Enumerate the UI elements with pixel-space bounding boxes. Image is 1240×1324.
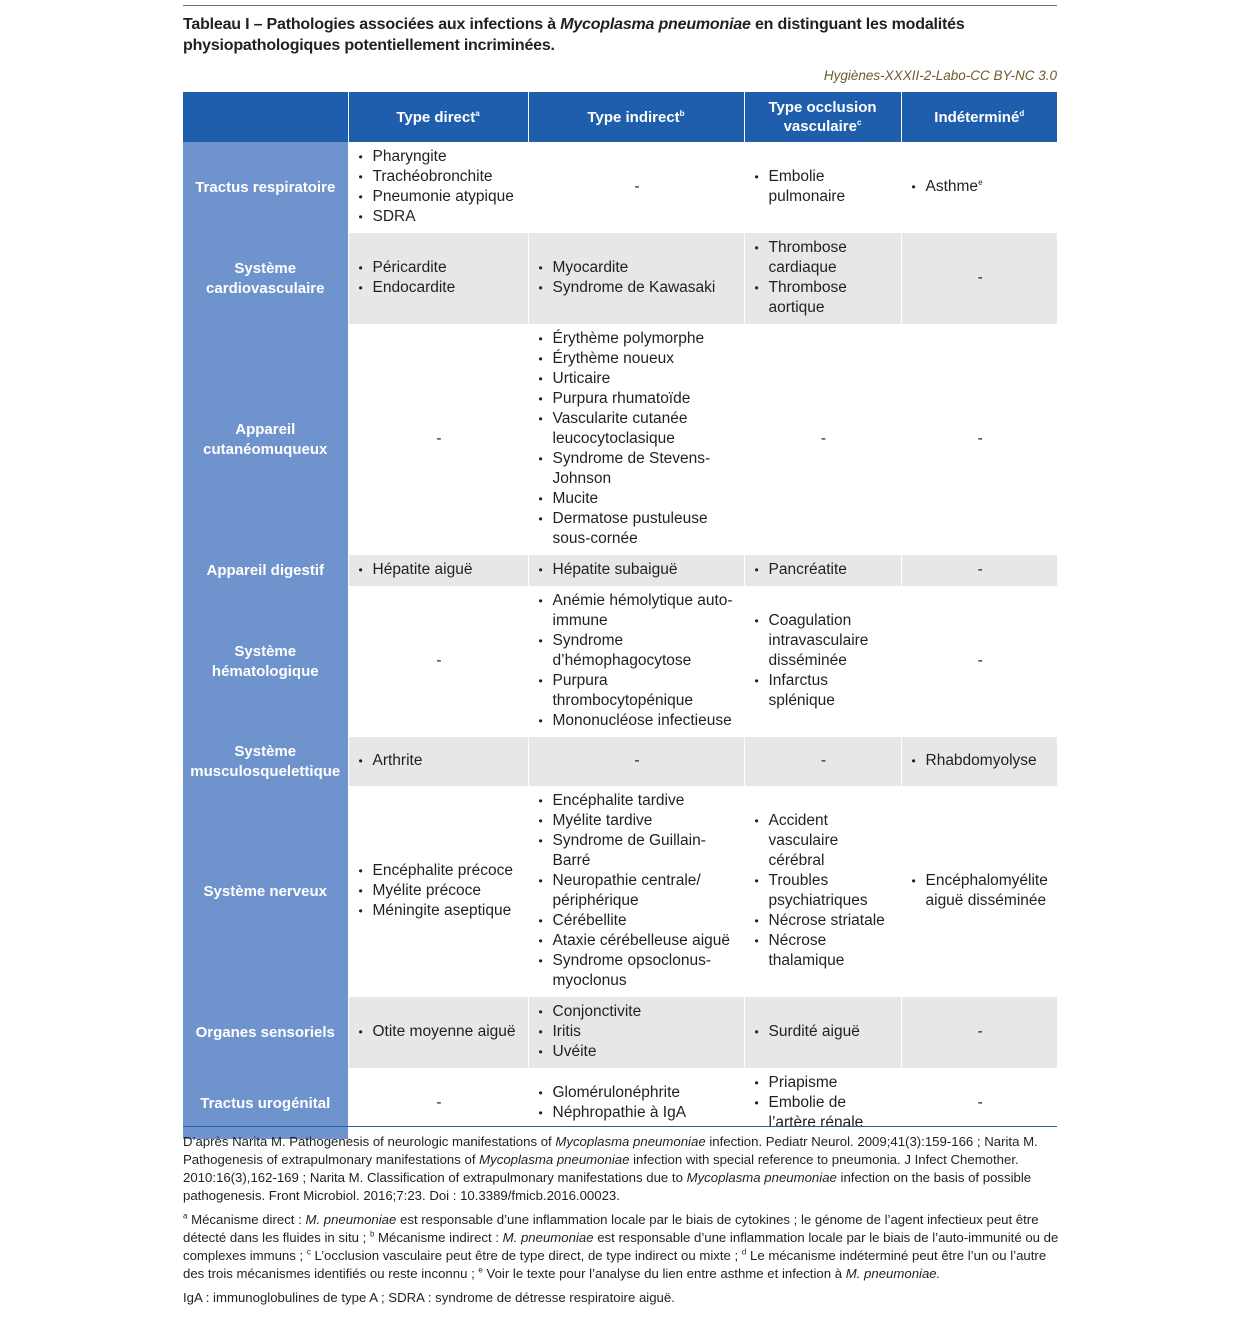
bullet-list (537, 1002, 738, 1062)
bullet-list (357, 258, 522, 298)
table-cell (744, 997, 901, 1068)
list-item: • Pharyngite (357, 147, 522, 167)
row-header: Système musculosquelettique (183, 737, 348, 786)
list-item: • Thrombose aortique (753, 278, 895, 318)
list-item: • Arthrite (357, 751, 522, 771)
list-item: • Coagulation intravasculaire disséminée (753, 611, 895, 671)
title-suffix: en distinguant les modalités physiopathologiques potentiellement incriminées. (183, 16, 965, 54)
table-cell (528, 324, 744, 555)
bullet-list (910, 177, 1052, 197)
list-item: • Glomérulonéphrite (537, 1083, 738, 1103)
list-item: • Troubles psychiatriques (753, 871, 895, 911)
bullet-list (537, 329, 738, 549)
list-item: • Ataxie cérébelleuse aiguë (537, 931, 738, 951)
list-item: • Syndrome de Stevens-Johnson (537, 449, 738, 489)
table-cell: - (901, 555, 1057, 586)
table-cell (901, 142, 1057, 233)
list-item: • Purpura rhumatoïde (537, 389, 738, 409)
bullet-list (357, 147, 522, 227)
list-item: • Pancréatite (753, 560, 895, 580)
table-cell (901, 737, 1057, 786)
bullet-list (753, 238, 895, 318)
table-cell: - (744, 737, 901, 786)
row-header: Organes sensoriels (183, 997, 348, 1068)
bullet-list (537, 791, 738, 991)
table-cell (528, 997, 744, 1068)
table-cell: - (528, 142, 744, 233)
bullet-list (357, 861, 522, 921)
title-prefix: Tableau I – Pathologies associées aux infections à (183, 16, 561, 33)
table-cell (744, 142, 901, 233)
table-body (183, 142, 1057, 1139)
title-organism: Mycoplasma pneumoniae (560, 16, 751, 33)
header-row (183, 92, 1057, 142)
table-cell: - (901, 1068, 1057, 1139)
table-cell (348, 233, 528, 324)
bullet-list (537, 1083, 738, 1123)
table-cell (744, 586, 901, 737)
table-row (183, 324, 1057, 555)
table-cell (528, 555, 744, 586)
table-title (183, 14, 1057, 56)
row-header: Système nerveux (183, 786, 348, 997)
list-item: • Encéphalomyélite aiguë disséminée (910, 871, 1052, 911)
bullet-list (753, 811, 895, 971)
list-item: • Anémie hémolytique auto-immune (537, 591, 738, 631)
list-item: • Néphropathie à IgA (537, 1103, 738, 1123)
list-item: • Péricardite (357, 258, 522, 278)
list-item: • Syndrome d’hémophagocytose (537, 631, 738, 671)
table-row (183, 997, 1057, 1068)
top-rule (183, 5, 1057, 6)
table-cell (744, 1068, 901, 1139)
list-item: • Nécrose striatale (753, 911, 895, 931)
row-header: Tractus urogénital (183, 1068, 348, 1139)
table-cell: - (348, 586, 528, 737)
credit-line: Hygiènes-XXXII-2-Labo-CC BY-NC 3.0 (823, 68, 1057, 83)
list-item: • Embolie de l’artère rénale (753, 1093, 895, 1133)
list-item: • Érythème polymorphe (537, 329, 738, 349)
list-item: • Cérébellite (537, 911, 738, 931)
list-item: • Hépatite aiguë (357, 560, 522, 580)
source-note: D’après Narita M. Pathogenesis of neurologic manifestations of Mycoplasma pneumoniae infection. Pediatr Neurol. 2009;41(3):159-166 ; Narita M. Pathogenesis of extrapulmonary manifestations of Mycoplasma pneumoniae infection with special reference to pneumonia. J Infect Chemother. 2010:16(3),162-169 ; Narita M. Classification of extrapulmonary manifestations due to Mycoplasma pneumoniae infection on the basis of possible pathogenesis. Front Microbiol. 2016;7:23. Doi : 10.3389/fmicb.2016.00023. (183, 1134, 1038, 1203)
list-item: • Embolie pulmonaire (753, 167, 895, 207)
list-item: • Encéphalite précoce (357, 861, 522, 881)
table-cell: - (901, 997, 1057, 1068)
bullet-list (537, 591, 738, 731)
abbreviations: IgA : immunoglobulines de type A ; SDRA : syndrome de détresse respiratoire aiguë. (183, 1290, 675, 1305)
list-item: • Thrombose cardiaque (753, 238, 895, 278)
table-cell (528, 786, 744, 997)
list-item: • Trachéobronchite (357, 167, 522, 187)
table-cell: - (901, 586, 1057, 737)
list-item: • Rhabdomyolyse (910, 751, 1052, 771)
footnote-marker: e (978, 177, 983, 187)
table-row (183, 555, 1057, 586)
bullet-list (357, 751, 522, 771)
header-type-direct: Type direct$^a$ (348, 92, 528, 142)
list-item: • Syndrome de Guillain-Barré (537, 831, 738, 871)
list-item: • Syndrome opsoclonus-myoclonus (537, 951, 738, 991)
footnotes: $^a$ Mécanisme direct : M. pneumoniae est responsable d’une inflammation locale par le biais de cytokines ; le génome de l’agent infectieux peut être détecté dans les fluides in situ ; $^b$ Mécanisme indirect : M. pneumoniae est responsable d’une inflammation locale par le biais de l’auto-immunité ou de complexes immuns ; $^c$ L’occlusion vasculaire peut être de type direct, de type indirect ou mixte ; $^d$ Le mécanisme indéterminé peut être l’un ou l’autre des trois mécanismes identifiés ou reste inconnu ; $^e$ Voir le texte pour l’analyse du lien entre asthme et infection à M. pneumoniae. (183, 1211, 1059, 1281)
list-item: • Myélite tardive (537, 811, 738, 831)
list-item: • Encéphalite tardive (537, 791, 738, 811)
header-type-occlusion: Type occlusion vasculaire$^c$ (744, 92, 901, 142)
pathology-table (183, 92, 1057, 1139)
list-item: • Dermatose pustuleuse sous-cornée (537, 509, 738, 549)
table-cell (528, 1068, 744, 1139)
table-row (183, 786, 1057, 997)
list-item: • Asthme$^e$ (910, 177, 1052, 197)
list-item: • Neuropathie centrale/ périphérique (537, 871, 738, 911)
table-cell (348, 142, 528, 233)
table-cell (528, 233, 744, 324)
bullet-list (753, 1073, 895, 1133)
header-corner (183, 92, 348, 142)
bullet-list (910, 871, 1052, 911)
table-row (183, 233, 1057, 324)
list-item: • Otite moyenne aiguë (357, 1022, 522, 1042)
list-item: • Hépatite subaiguë (537, 560, 738, 580)
table-cell: - (901, 324, 1057, 555)
table-row (183, 1068, 1057, 1139)
bottom-rule (183, 1126, 1057, 1127)
table-cell (348, 555, 528, 586)
table-cell (528, 586, 744, 737)
list-item: • Pneumonie atypique (357, 187, 522, 207)
bullet-list (357, 560, 522, 580)
table-row (183, 737, 1057, 786)
list-item: • Accident vasculaire cérébral (753, 811, 895, 871)
list-item: • Myélite précoce (357, 881, 522, 901)
table-cell: - (901, 233, 1057, 324)
list-item: • Myocardite (537, 258, 738, 278)
list-item: • Infarctus splénique (753, 671, 895, 711)
row-header: Appareil cutanéomuqueux (183, 324, 348, 555)
bullet-list (753, 611, 895, 711)
bullet-list (910, 751, 1052, 771)
notes (183, 1133, 1063, 1313)
row-header: Tractus respiratoire (183, 142, 348, 233)
list-item: • Syndrome de Kawasaki (537, 278, 738, 298)
table-cell (744, 555, 901, 586)
list-item: • Vascularite cutanée leucocytoclasique (537, 409, 738, 449)
list-item: • Nécrose thalamique (753, 931, 895, 971)
list-item: • Priapisme (753, 1073, 895, 1093)
list-item: • Uvéite (537, 1042, 738, 1062)
list-item: • Urticaire (537, 369, 738, 389)
table-cell: - (528, 737, 744, 786)
table-row (183, 142, 1057, 233)
bullet-list (753, 1022, 895, 1042)
bullet-list (753, 167, 895, 207)
table-cell (744, 786, 901, 997)
table-cell (348, 997, 528, 1068)
bullet-list (357, 1022, 522, 1042)
table-cell: - (744, 324, 901, 555)
list-item: • Endocardite (357, 278, 522, 298)
table-cell (901, 786, 1057, 997)
list-item: • Mucite (537, 489, 738, 509)
row-header: Appareil digestif (183, 555, 348, 586)
row-header: Système hématologique (183, 586, 348, 737)
bullet-list (537, 258, 738, 298)
list-item: • Érythème noueux (537, 349, 738, 369)
header-indetermine: Indéterminé$^d$ (901, 92, 1057, 142)
list-item: • Surdité aiguë (753, 1022, 895, 1042)
header-type-indirect: Type indirect$^b$ (528, 92, 744, 142)
list-item: • Purpura thrombocytopénique (537, 671, 738, 711)
table-cell (744, 233, 901, 324)
list-item: • Iritis (537, 1022, 738, 1042)
bullet-list (537, 560, 738, 580)
table-row (183, 586, 1057, 737)
list-item: • SDRA (357, 207, 522, 227)
table-cell: - (348, 324, 528, 555)
list-item: • Mononucléose infectieuse (537, 711, 738, 731)
table-cell (348, 737, 528, 786)
list-item: • Conjonctivite (537, 1002, 738, 1022)
bullet-list (753, 560, 895, 580)
table-cell (348, 786, 528, 997)
table-cell: - (348, 1068, 528, 1139)
list-item: • Méningite aseptique (357, 901, 522, 921)
row-header: Système cardiovasculaire (183, 233, 348, 324)
